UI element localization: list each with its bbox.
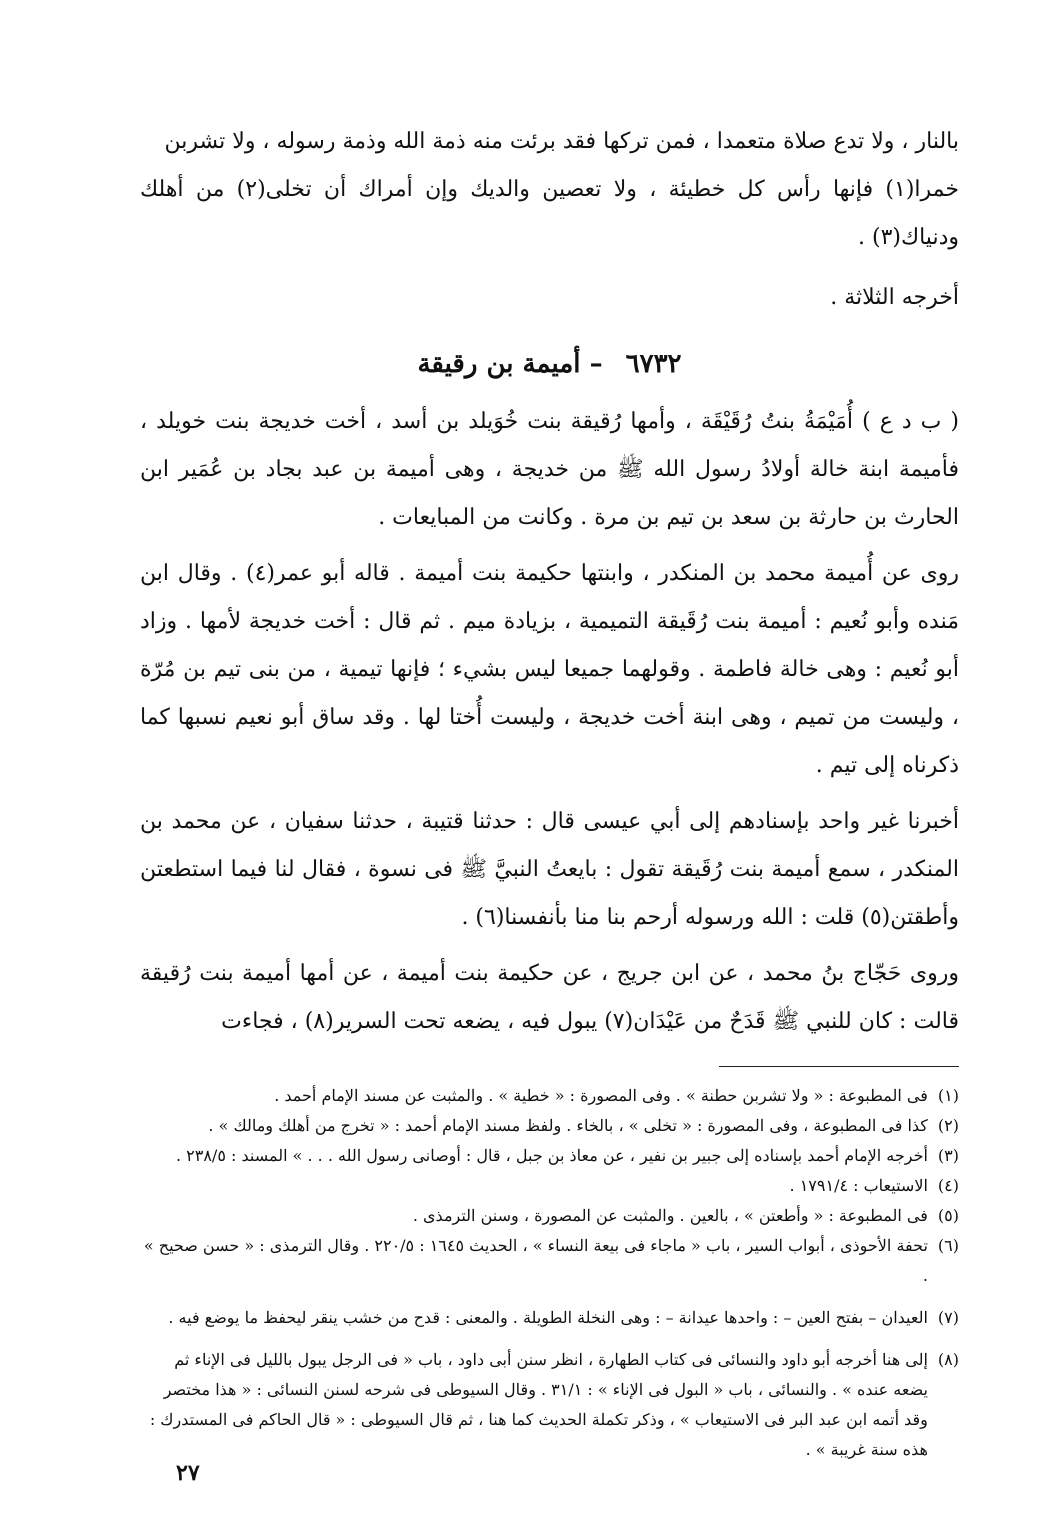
footnote-text: إلى هنا أخرجه أبو داود والنسائى فى كتاب الطهارة ، انظر سنن أبى داود ، باب « فى الرجل يبول بالليل فى الإناء ثم يضعه عنده » . والنسائى ، باب « البول فى الإناء » : ٣١/١ . وقال السيوطى فى شرحه لسنن النسائى : « هذا مختصر وقد أتمه ابن عبد البر فى الاستيعاب » ، وذكر تكملة الحديث كما هنا ، ثم قال السيوطى : « قال الحاكم فى المستدرك : هذه سنة غريبة » .	[149, 1350, 928, 1459]
body-paragraph-2: روى عن أُميمة محمد بن المنكدر ، وابنتها حكيمة بنت أميمة . قاله أبو عمر(٤) . وقال ابن مَنده وأبو نُعيم : أميمة بنت رُقَيقة التميمية ، بزيادة ميم . ثم قال : أخت خديجة لأمها . وزاد أبو نُعيم : وهى خالة فاطمة . وقولهما جميعا ليس بشيء ؛ فإنها تيمية ، من بنى تيم بن مُرّة ، وليست من تميم ، وهى ابنة أخت خديجة ، وليست أُختا لها . وقد ساق أبو نعيم نسبها كما ذكرناه إلى تيم .	[140, 561, 959, 778]
footnote-marker: (٦)	[937, 1236, 959, 1255]
footnote-marker: (٤)	[937, 1176, 959, 1195]
body-paragraph-3: أخبرنا غير واحد بإسنادهم إلى أبي عيسى قال : حدثنا قتيبة ، حدثنا سفيان ، عن محمد بن المنكدر ، سمع أميمة بنت رُقَيقة تقول : بايعتُ النبيَّ ﷺ فى نسوة ، فقال لنا فيما استطعتن وأطقتن(٥) قلت : الله ورسوله أرحم بنا منا بأنفسنا(٦) .	[140, 809, 959, 930]
footnote-2	[140, 1111, 959, 1141]
footnote-text: كذا فى المطبوعة ، وفى المصورة : « تخلى » ، بالخاء . ولفظ مسند الإمام أحمد : « تخرج من أهلك ومالك » .	[208, 1116, 928, 1135]
footnote-4	[140, 1171, 959, 1201]
intro-line-2: خمرا(١) فإنها رأس كل خطيئة ، ولا تعصين والديك وإن أمراك أن تخلى(٢) من أهلك ودنياك(٣) .	[140, 177, 959, 250]
footnote-separator	[719, 1066, 959, 1067]
footnote-6	[140, 1231, 959, 1291]
intro-line-1: بالنار ، ولا تدع صلاة متعمدا ، فمن تركها فقد برئت منه ذمة الله وذمة رسوله ، ولا تشربن	[164, 129, 959, 154]
footnote-marker: (٨)	[937, 1350, 959, 1369]
page-number: ٢٧	[176, 1460, 200, 1486]
footnote-marker: (٢)	[937, 1116, 959, 1135]
footnote-marker: (٣)	[937, 1146, 959, 1165]
body-paragraph-1: ( ب د ع ) أُمَيْمَةُ بنتُ رُقَيْقَة ، وأمها رُقيقة بنت خُوَيلد بن أسد ، أخت خديجة بنت خويلد ، فأميمة ابنة خالة أولادُ رسول الله ﷺ من خديجة ، وهى أميمة بن عبد بجاد بن عُمَير ابن الحارث بن حارثة بن سعد بن تيم بن مرة . وكانت من المبايعات .	[140, 409, 959, 530]
intro-line-3: أخرجه الثلاثة .	[830, 285, 959, 310]
footnote-marker: (٥)	[937, 1206, 959, 1225]
footnotes	[140, 1081, 959, 1465]
footnote-7	[140, 1303, 959, 1333]
footnote-5	[140, 1201, 959, 1231]
footnote-marker: (٧)	[937, 1308, 959, 1327]
entry-number: ٦٧٣٢	[625, 349, 682, 379]
footnote-text: العيدان – بفتح العين – : واحدها عيدانة – : وهى النخلة الطويلة . والمعنى : قدح من خشب ينقر ليحفظ ما يوضع فيه .	[168, 1308, 928, 1327]
entry-heading	[140, 344, 959, 384]
entry-dash: –	[589, 349, 603, 379]
body-paragraph-4: وروى حَجّاج بنُ محمد ، عن ابن جريج ، عن حكيمة بنت أميمة ، عن أمها أميمة بنت رُقيقة قالت : كان للنبي ﷺ قَدَحٌ من عَيْدَان(٧) يبول فيه ، يضعه تحت السرير(٨) ، فجاءت	[140, 961, 959, 1034]
footnote-1	[140, 1081, 959, 1111]
footnote-8	[140, 1345, 959, 1465]
footnote-text: فى المطبوعة : « وأطعتن » ، بالعين . والمثبت عن المصورة ، وسنن الترمذى .	[412, 1206, 928, 1225]
footnote-text: الاستيعاب : ١٧٩١/٤ .	[789, 1176, 928, 1195]
footnote-text: فى المطبوعة : « ولا تشربن حطنة » . وفى المصورة : « خطية » . والمثبت عن مسند الإمام أحمد .	[274, 1086, 928, 1105]
footnote-3	[140, 1141, 959, 1171]
entry-name: أميمة بن رقيقة	[417, 349, 581, 379]
footnote-marker: (١)	[937, 1086, 959, 1105]
footnote-text: أخرجه الإمام أحمد بإسناده إلى جبير بن نفير ، عن معاذ بن جبل ، قال : أوصانى رسول الله . . . » المسند : ٢٣٨/٥ .	[175, 1146, 928, 1165]
footnote-text: تحفة الأحوذى ، أبواب السير ، باب « ماجاء فى بيعة النساء » ، الحديث ١٦٤٥ : ٢٢٠/٥ . وقال الترمذى : « حسن صحيح » .	[143, 1236, 928, 1285]
